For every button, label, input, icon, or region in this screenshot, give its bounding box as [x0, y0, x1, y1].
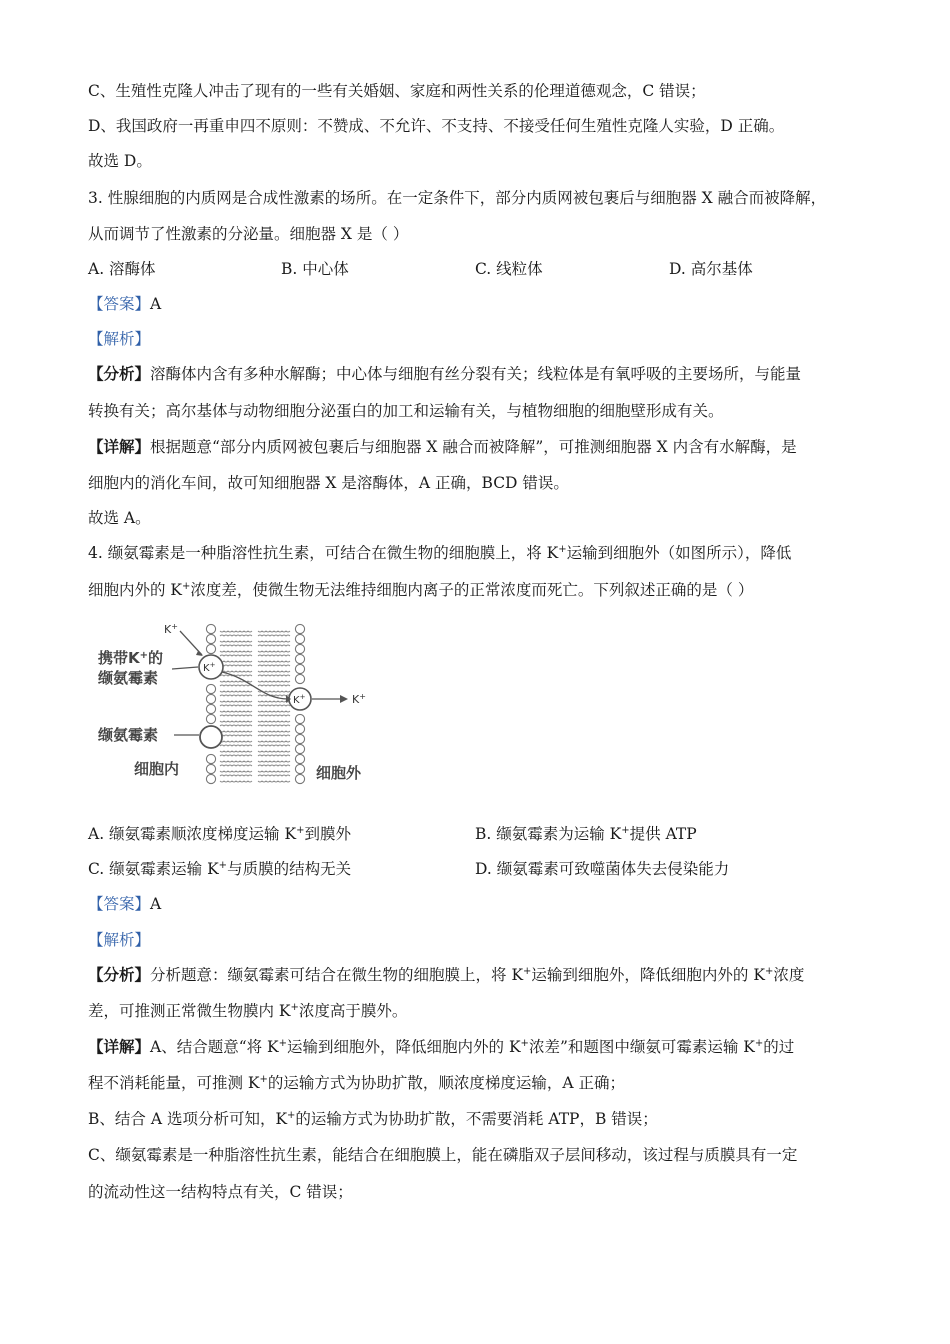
valinomycin-empty	[200, 726, 222, 748]
lipid-tail	[220, 675, 252, 676]
lipid-tail	[220, 741, 252, 742]
phospholipid-head	[295, 714, 304, 723]
phospholipid-head	[295, 764, 304, 773]
phospholipid-head	[206, 694, 215, 703]
lipid-tail	[258, 781, 290, 782]
lipid-tail	[220, 761, 252, 762]
detail-text: 根据题意“部分内质网被包裹后与细胞器 X 融合而被降解”，可推测细胞器 X 内含有水解酶，是	[150, 438, 797, 456]
lipid-tail	[220, 751, 252, 752]
lipid-tail	[258, 635, 290, 636]
answer-value: A	[150, 295, 162, 313]
option-b: B. 缬氨霉素为运输 K+提供 ATP	[475, 824, 697, 843]
detail-line: 【详解】A、结合题意“将 K+运输到细胞外，降低细胞内外的 K+浓差”和题图中缬氨可霉素运输 K+的过	[88, 1037, 795, 1056]
lipid-tail	[258, 695, 290, 696]
k-ion-label: K+	[164, 622, 178, 636]
answer-value: A	[150, 895, 162, 913]
lipid-tail	[258, 701, 290, 702]
k-outer-label: K+	[293, 693, 306, 706]
choice-line: 故选 A。	[88, 509, 151, 527]
lipid-tail	[220, 635, 252, 636]
phospholipid-head	[295, 724, 304, 733]
phospholipid-head	[295, 644, 304, 653]
lipid-tail	[258, 735, 290, 736]
stem-text: 运输到细胞外（如图所示），降低	[566, 544, 792, 562]
stem-text: 4. 缬氨霉素是一种脂溶性抗生素，可结合在微生物的细胞膜上，将 K	[88, 544, 559, 562]
detail-line: B、结合 A 选项分析可知，K+的运输方式为协助扩散，不需要消耗 ATP，B 错误；	[88, 1109, 658, 1128]
lipid-tail	[258, 661, 290, 662]
phospholipid-head	[295, 624, 304, 633]
k-entry-arrow	[180, 631, 202, 655]
lipid-tail	[258, 631, 290, 632]
lipid-tail	[258, 655, 290, 656]
analysis-line: 转换有关；高尔基体与动物细胞分泌蛋白的加工和运输有关，与植物细胞的细胞壁形成有关。	[88, 402, 724, 420]
jiexi-tag: 【解析】	[88, 330, 151, 348]
phospholipid-head	[206, 634, 215, 643]
phospholipid-head	[206, 764, 215, 773]
option-b: B. 中心体	[281, 260, 349, 278]
lipid-tail	[220, 715, 252, 716]
outside-label: 细胞外	[316, 764, 362, 782]
lipid-tail	[258, 715, 290, 716]
analysis-tag: 【分析】	[88, 364, 151, 383]
lipid-tail	[220, 781, 252, 782]
lipid-tail	[258, 765, 290, 766]
phospholipid-head	[295, 754, 304, 763]
phospholipid-head	[206, 684, 215, 693]
lipid-tail	[220, 771, 252, 772]
lipid-tail	[220, 735, 252, 736]
lipid-tail	[258, 731, 290, 732]
answer-tag: 【答案】	[88, 295, 151, 313]
lipid-tail	[220, 691, 252, 692]
stem-text: 细胞内外的 K	[88, 581, 183, 599]
analysis-line	[88, 363, 801, 385]
lipid-tail	[220, 765, 252, 766]
question-3-stem: 从而调节了性激素的分泌量。细胞器 X 是（ ）	[88, 225, 409, 243]
lipid-tail	[220, 631, 252, 632]
lipid-tail	[220, 755, 252, 756]
question-4-stem	[88, 579, 753, 601]
phospholipid-head	[206, 644, 215, 653]
jiexi-tag: 【解析】	[88, 931, 151, 949]
lipid-tail	[258, 665, 290, 666]
phospholipid-head	[206, 754, 215, 763]
phospholipid-head	[295, 744, 304, 753]
lipid-tail	[258, 641, 290, 642]
lipid-tail	[220, 651, 252, 652]
phospholipid-head	[206, 714, 215, 723]
phospholipid-head	[295, 654, 304, 663]
lipid-tail	[220, 645, 252, 646]
question-4-stem	[88, 542, 791, 564]
valinomycin-label: 缬氨霉素	[98, 726, 159, 744]
text-line: D、我国政府一再重申四不原则：不赞成、不允许、不支持、不接受任何生殖性克隆人实验，D 正确。	[88, 117, 785, 135]
leader-line	[172, 667, 198, 669]
lipid-tail	[258, 745, 290, 746]
inside-label: 细胞内	[134, 760, 180, 778]
lipid-tail	[220, 711, 252, 712]
lipid-tail	[220, 701, 252, 702]
option-a: A. 溶酶体	[88, 260, 156, 278]
lipid-tail	[258, 671, 290, 672]
lipid-tail	[220, 705, 252, 706]
text-line: 故选 D。	[88, 152, 152, 170]
superscript: +	[182, 580, 191, 592]
detail-line: C、缬氨霉素是一种脂溶性抗生素，能结合在细胞膜上，能在磷脂双子层间移动，该过程与质膜具有一定	[88, 1146, 798, 1164]
lipid-tail	[258, 761, 290, 762]
detail-line: 的流动性这一结构特点有关，C 错误；	[88, 1183, 353, 1201]
lipid-tail	[258, 645, 290, 646]
carrier-label: 缬氨霉素	[98, 669, 159, 687]
lipid-tail	[258, 681, 290, 682]
k-inner-label: K+	[203, 661, 216, 674]
arrow-head	[340, 695, 348, 703]
k-right-label: K+	[352, 692, 366, 706]
lipid-tail	[258, 755, 290, 756]
lipid-tail	[220, 665, 252, 666]
answer-line	[88, 893, 161, 915]
carrier-label: 携带K+的	[98, 649, 164, 667]
text-line: C、生殖性克隆人冲击了现有的一些有关婚姻、家庭和两性关系的伦理道德观念，C 错误；	[88, 82, 706, 100]
lipid-tail	[258, 685, 290, 686]
phospholipid-head	[295, 774, 304, 783]
lipid-tail	[220, 685, 252, 686]
detail-line	[88, 436, 797, 458]
lipid-tail	[220, 775, 252, 776]
lipid-tail	[258, 775, 290, 776]
lipid-tail	[258, 725, 290, 726]
lipid-tail	[220, 725, 252, 726]
lipid-tail	[258, 751, 290, 752]
phospholipid-head	[295, 664, 304, 673]
phospholipid-head	[295, 734, 304, 743]
lipid-tail	[258, 705, 290, 706]
phospholipid-head	[295, 634, 304, 643]
phospholipid-head	[206, 624, 215, 633]
option-d: D. 高尔基体	[669, 260, 753, 278]
lipid-tail	[220, 745, 252, 746]
lipid-tail	[220, 721, 252, 722]
lipid-tail	[258, 741, 290, 742]
lipid-tail	[220, 655, 252, 656]
analysis-text: 溶酶体内含有多种水解酶；中心体与细胞有丝分裂有关；线粒体是有氧呼吸的主要场所，与能量	[150, 365, 802, 383]
question-3-stem: 3. 性腺细胞的内质网是合成性激素的场所。在一定条件下，部分内质网被包裹后与细胞器 X 融合而被降解，	[88, 189, 827, 207]
lipid-tail	[220, 661, 252, 662]
analysis-line: 【分析】分析题意：缬氨霉素可结合在微生物的细胞膜上，将 K+运输到细胞外，降低细胞内外的 K+浓度	[88, 965, 805, 984]
lipid-tail	[258, 771, 290, 772]
lipid-tail	[258, 675, 290, 676]
detail-tag: 【详解】	[88, 437, 151, 456]
superscript: +	[558, 543, 567, 555]
detail-line: 细胞内的消化车间，故可知细胞器 X 是溶酶体，A 正确，BCD 错误。	[88, 474, 569, 492]
answer-tag: 【答案】	[88, 895, 151, 913]
detail-line: 程不消耗能量，可推测 K+的运输方式为协助扩散，顺浓度梯度运输，A 正确；	[88, 1073, 626, 1092]
answer-line	[88, 293, 161, 315]
lipid-tail	[220, 731, 252, 732]
lipid-tail	[258, 721, 290, 722]
lipid-tail	[220, 671, 252, 672]
option-c: C. 线粒体	[475, 260, 543, 278]
stem-text: 浓度差，使微生物无法维持细胞内离子的正常浓度而死亡。下列叙述正确的是（ ）	[190, 581, 754, 599]
lipid-tail	[258, 711, 290, 712]
membrane-diagram	[92, 617, 382, 797]
lipid-tail	[220, 695, 252, 696]
analysis-line: 差，可推测正常微生物膜内 K+浓度高于膜外。	[88, 1001, 408, 1020]
phospholipid-head	[206, 774, 215, 783]
phospholipid-head	[295, 674, 304, 683]
lipid-tail	[220, 641, 252, 642]
lipid-tail	[258, 651, 290, 652]
phospholipid-tails	[220, 631, 290, 782]
phospholipid-head	[206, 704, 215, 713]
option-d: D. 缬氨霉素可致噬菌体失去侵染能力	[475, 860, 730, 878]
option-c: C. 缬氨霉素运输 K+与质膜的结构无关	[88, 859, 352, 878]
option-a: A. 缬氨霉素顺浓度梯度运输 K+到膜外	[88, 824, 351, 843]
